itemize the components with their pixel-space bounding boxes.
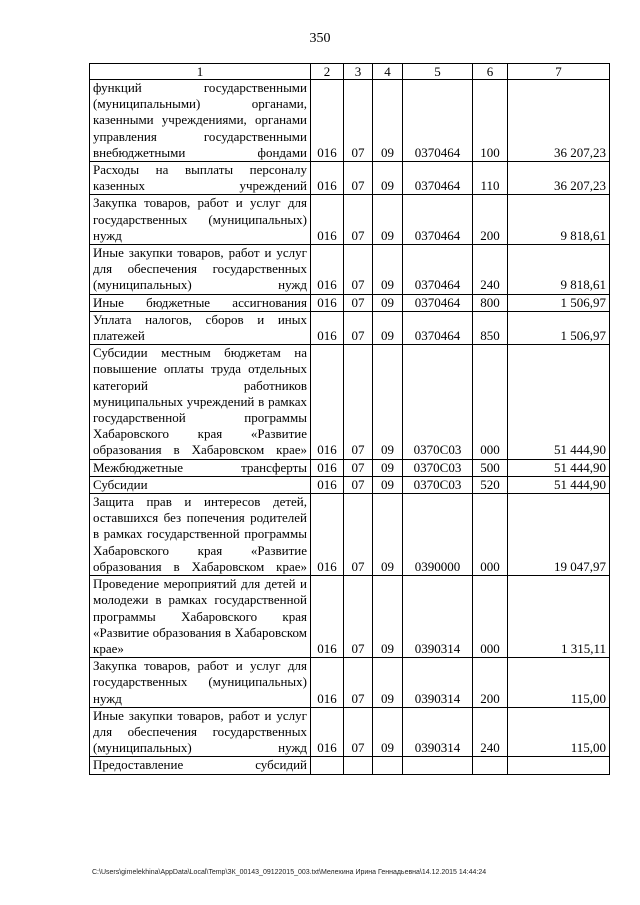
- cell-amount: 1 506,97: [508, 294, 610, 311]
- table-row: [90, 494, 610, 576]
- cell-subsection: 09: [373, 459, 403, 476]
- cell-amount: 36 207,23: [508, 80, 610, 162]
- row-description: Предоставление субсидий: [90, 757, 311, 774]
- cell-expense-type: 000: [473, 494, 508, 576]
- table-header-row: [90, 64, 610, 80]
- cell-subsection: 09: [373, 294, 403, 311]
- cell-target-article: 0370464: [403, 80, 473, 162]
- cell-section: 07: [344, 245, 373, 295]
- cell-subsection: 09: [373, 80, 403, 162]
- cell-amount: 115,00: [508, 658, 610, 708]
- cell-section: 07: [344, 459, 373, 476]
- file-path-footer: C:\Users\gimelekhina\AppData\Local\Temp\ЗК_00143_09122015_003.txt\Мелехина Ирина Геннадьевна\14.12.2015 14:44:24: [92, 869, 487, 876]
- cell-target-article: 0370464: [403, 245, 473, 295]
- table-row: [90, 80, 610, 162]
- cell-ministry: 016: [311, 476, 344, 493]
- cell-amount: 51 444,90: [508, 459, 610, 476]
- cell-target-article: 0370464: [403, 195, 473, 245]
- cell-section: 07: [344, 162, 373, 195]
- cell-expense-type: 110: [473, 162, 508, 195]
- cell-expense-type: 000: [473, 345, 508, 459]
- cell-target-article: 0370464: [403, 311, 473, 344]
- cell-amount: [508, 757, 610, 774]
- cell-ministry: 016: [311, 345, 344, 459]
- row-description: Закупка товаров, работ и услуг для государственных (муниципальных) нужд: [90, 658, 311, 708]
- cell-target-article: 0390314: [403, 658, 473, 708]
- cell-target-article: 0370464: [403, 294, 473, 311]
- cell-subsection: 09: [373, 658, 403, 708]
- cell-target-article: 0390314: [403, 576, 473, 658]
- cell-section: 07: [344, 311, 373, 344]
- cell-section: [344, 757, 373, 774]
- cell-subsection: 09: [373, 345, 403, 459]
- page-number: 350: [309, 31, 331, 46]
- column-header: 1: [90, 64, 311, 80]
- cell-target-article: [403, 757, 473, 774]
- row-description: Защита прав и интересов детей, оставшихся без попечения родителей в рамках государственной программы Хабаровского края «Развитие образования в Хабаровском крае»: [90, 494, 311, 576]
- table-row: [90, 707, 610, 757]
- cell-section: 07: [344, 707, 373, 757]
- cell-section: 07: [344, 576, 373, 658]
- cell-section: 07: [344, 294, 373, 311]
- cell-target-article: 0370464: [403, 162, 473, 195]
- cell-target-article: 0390314: [403, 707, 473, 757]
- row-description: Иные бюджетные ассигнования: [90, 294, 311, 311]
- table-row: [90, 459, 610, 476]
- cell-expense-type: 100: [473, 80, 508, 162]
- cell-ministry: 016: [311, 658, 344, 708]
- row-description: Иные закупки товаров, работ и услуг для обеспечения государственных (муниципальных) нужд: [90, 707, 311, 757]
- cell-subsection: 09: [373, 245, 403, 295]
- cell-section: 07: [344, 494, 373, 576]
- row-description: Проведение мероприятий для детей и молодежи в рамках государственной программы Хабаровского края «Развитие образования в Хабаровском крае»: [90, 576, 311, 658]
- cell-amount: 19 047,97: [508, 494, 610, 576]
- cell-section: 07: [344, 345, 373, 459]
- cell-expense-type: 500: [473, 459, 508, 476]
- row-description: Закупка товаров, работ и услуг для государственных (муниципальных) нужд: [90, 195, 311, 245]
- table-row: [90, 658, 610, 708]
- column-header: 5: [403, 64, 473, 80]
- budget-table: [89, 63, 610, 775]
- cell-expense-type: 200: [473, 658, 508, 708]
- table-row: [90, 345, 610, 459]
- cell-amount: 1 315,11: [508, 576, 610, 658]
- row-description: Расходы на выплаты персоналу казенных учреждений: [90, 162, 311, 195]
- cell-subsection: 09: [373, 494, 403, 576]
- row-description: Иные закупки товаров, работ и услуг для обеспечения государственных (муниципальных) нужд: [90, 245, 311, 295]
- table-row: [90, 757, 610, 774]
- cell-expense-type: 000: [473, 576, 508, 658]
- cell-subsection: 09: [373, 707, 403, 757]
- column-header: 6: [473, 64, 508, 80]
- table-row: [90, 195, 610, 245]
- cell-target-article: 0370С03: [403, 476, 473, 493]
- cell-subsection: 09: [373, 195, 403, 245]
- cell-subsection: 09: [373, 162, 403, 195]
- row-description: Субсидии: [90, 476, 311, 493]
- cell-section: 07: [344, 476, 373, 493]
- cell-section: 07: [344, 80, 373, 162]
- table-row: [90, 311, 610, 344]
- table-row: [90, 245, 610, 295]
- cell-ministry: 016: [311, 195, 344, 245]
- column-header: 3: [344, 64, 373, 80]
- cell-subsection: [373, 757, 403, 774]
- cell-amount: 9 818,61: [508, 245, 610, 295]
- table-row: [90, 294, 610, 311]
- column-header: 4: [373, 64, 403, 80]
- cell-amount: 36 207,23: [508, 162, 610, 195]
- cell-target-article: 0370С03: [403, 345, 473, 459]
- cell-ministry: [311, 757, 344, 774]
- cell-ministry: 016: [311, 707, 344, 757]
- cell-amount: 51 444,90: [508, 345, 610, 459]
- cell-expense-type: [473, 757, 508, 774]
- cell-expense-type: 520: [473, 476, 508, 493]
- cell-amount: 1 506,97: [508, 311, 610, 344]
- cell-ministry: 016: [311, 576, 344, 658]
- cell-ministry: 016: [311, 80, 344, 162]
- table-row: [90, 162, 610, 195]
- cell-section: 07: [344, 195, 373, 245]
- cell-ministry: 016: [311, 494, 344, 576]
- table-row: [90, 576, 610, 658]
- row-description: Межбюджетные трансферты: [90, 459, 311, 476]
- cell-subsection: 09: [373, 576, 403, 658]
- cell-expense-type: 240: [473, 707, 508, 757]
- cell-ministry: 016: [311, 459, 344, 476]
- cell-target-article: 0370С03: [403, 459, 473, 476]
- cell-amount: 51 444,90: [508, 476, 610, 493]
- cell-amount: 9 818,61: [508, 195, 610, 245]
- cell-subsection: 09: [373, 311, 403, 344]
- row-description: функций государственными (муниципальными) органами, казенными учреждениями, органами управления государственными внебюджетными фондами: [90, 80, 311, 162]
- cell-expense-type: 800: [473, 294, 508, 311]
- cell-target-article: 0390000: [403, 494, 473, 576]
- cell-subsection: 09: [373, 476, 403, 493]
- cell-ministry: 016: [311, 294, 344, 311]
- cell-expense-type: 240: [473, 245, 508, 295]
- cell-expense-type: 200: [473, 195, 508, 245]
- cell-amount: 115,00: [508, 707, 610, 757]
- cell-section: 07: [344, 658, 373, 708]
- cell-ministry: 016: [311, 245, 344, 295]
- column-header: 7: [508, 64, 610, 80]
- cell-ministry: 016: [311, 162, 344, 195]
- row-description: Субсидии местным бюджетам на повышение оплаты труда отдельных категорий работников муниципальных учреждений в рамках государственной программы Хабаровского края «Развитие образования в Хабаровском крае»: [90, 345, 311, 459]
- row-description: Уплата налогов, сборов и иных платежей: [90, 311, 311, 344]
- cell-expense-type: 850: [473, 311, 508, 344]
- cell-ministry: 016: [311, 311, 344, 344]
- table-row: [90, 476, 610, 493]
- column-header: 2: [311, 64, 344, 80]
